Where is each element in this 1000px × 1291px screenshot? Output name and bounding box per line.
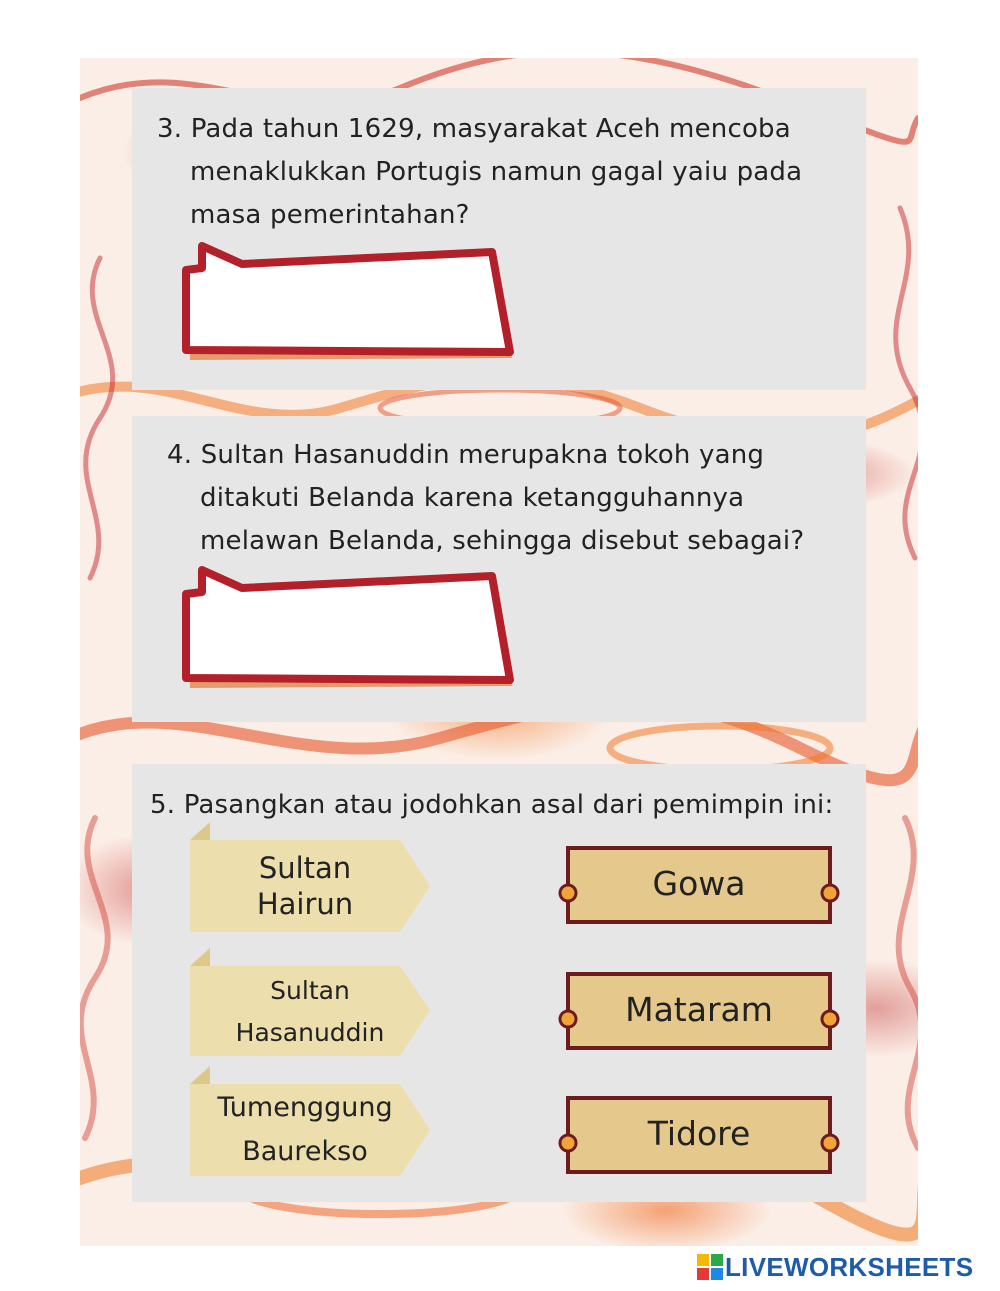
match-left-item[interactable] [190, 948, 432, 1058]
answer-box-question-3[interactable] [180, 242, 520, 376]
match-left-label: Tumenggung Baurekso [217, 1092, 393, 1167]
match-left-item[interactable] [190, 1066, 432, 1178]
match-right-label: Gowa [652, 863, 746, 903]
match-left-item[interactable] [190, 822, 432, 934]
liveworksheets-logo [697, 1252, 973, 1282]
match-right-item[interactable] [558, 970, 840, 1054]
match-right-label: Tidore [647, 1113, 751, 1153]
question-3-text: 3. Pada tahun 1629, masyarakat Aceh mencoba menaklukkan Portugis namun gagal yaiu pada masa pemerintahan? [157, 114, 803, 230]
match-right-label: Mataram [625, 989, 773, 1029]
match-left-label: Sultan Hairun [256, 851, 354, 921]
question-4-text: 4. Sultan Hasanuddin merupakna tokoh yang ditakuti Belanda karena ketangguhannya melawan Belanda, sehingga disebut sebagai? [167, 440, 805, 556]
question-5-text: 5. Pasangkan atau jodohkan asal dari pemimpin ini: [150, 790, 834, 820]
match-right-item[interactable] [558, 1094, 840, 1178]
logo-text: LIVEWORKSHEETS [725, 1251, 974, 1282]
answer-box-question-4[interactable] [180, 566, 520, 704]
match-right-item[interactable] [558, 844, 840, 928]
liveworksheets-logo-icon [697, 1254, 723, 1280]
match-left-label: Sultan Hasanuddin [235, 976, 385, 1047]
